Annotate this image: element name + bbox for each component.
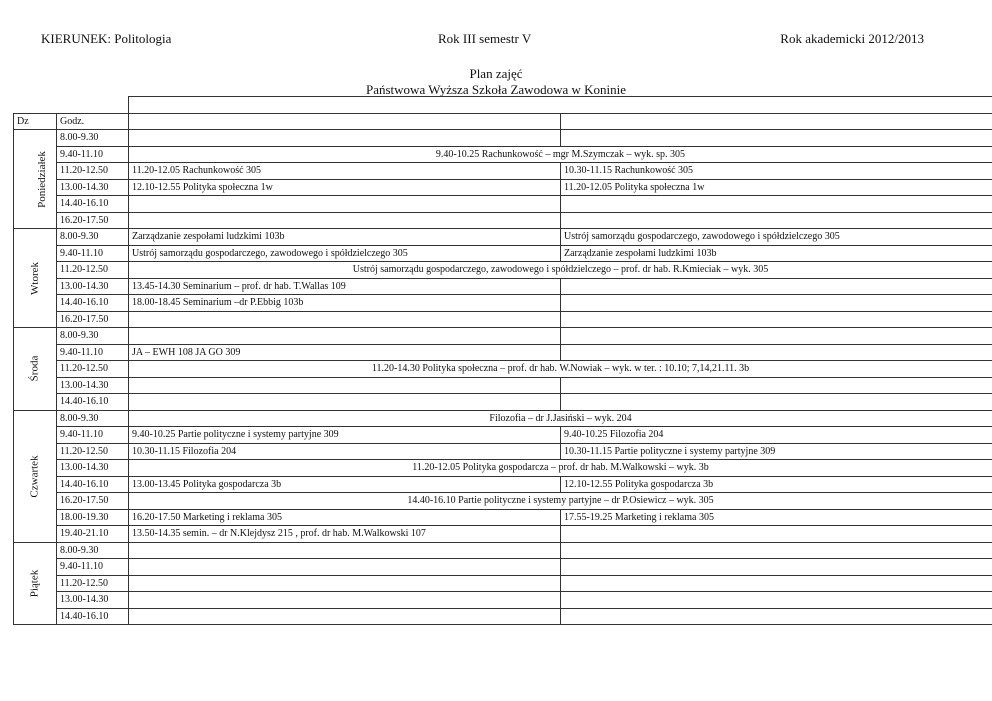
class-entry-group-a: 16.20-17.50 Marketing i reklama 305 [129, 509, 561, 526]
schedule-row [14, 179, 992, 196]
class-entry-group-a: 13.45-14.30 Seminarium – prof. dr hab. T.Wallas 109 [129, 278, 561, 295]
schedule-row [14, 460, 992, 477]
class-entry-group-b [561, 212, 992, 229]
day-label-wed [14, 328, 57, 411]
class-entry-group-a [129, 394, 561, 411]
time-slot: 13.00-14.30 [57, 592, 129, 609]
group-a-header [129, 113, 561, 130]
time-slot: 11.20-12.50 [57, 262, 129, 279]
class-entry-group-a: 11.20-12.05 Rachunkowość 305 [129, 163, 561, 180]
day-column-header: Dz [14, 113, 57, 130]
class-entry-group-b: Zarządzanie zespołami ludzkimi 103b [561, 245, 992, 262]
time-slot: 8.00-9.30 [57, 410, 129, 427]
class-entry-group-b [561, 295, 992, 312]
schedule-row [14, 163, 992, 180]
schedule-row [14, 592, 992, 609]
time-slot: 9.40-11.10 [57, 146, 129, 163]
day-name: Poniedziałek [35, 150, 48, 208]
time-slot: 11.20-12.50 [57, 163, 129, 180]
time-slot: 14.40-16.10 [57, 394, 129, 411]
schedule-row [14, 575, 992, 592]
schedule-row [14, 526, 992, 543]
schedule-row [14, 130, 992, 147]
time-slot: 13.00-14.30 [57, 278, 129, 295]
time-slot: 13.00-14.30 [57, 377, 129, 394]
class-entry-group-a [129, 559, 561, 576]
class-entry-group-b [561, 394, 992, 411]
time-slot: 8.00-9.30 [57, 542, 129, 559]
schedule-row [14, 427, 992, 444]
time-slot: 9.40-11.10 [57, 559, 129, 576]
schedule-row [14, 146, 992, 163]
time-slot: 11.20-12.50 [57, 443, 129, 460]
schedule-row [14, 262, 992, 279]
class-entry-group-a: Zarządzanie zespołami ludzkimi 103b [129, 229, 561, 246]
class-entry-group-a: 10.30-11.15 Filozofia 204 [129, 443, 561, 460]
class-entry-group-a: 12.10-12.55 Polityka społeczna 1w [129, 179, 561, 196]
time-slot: 19.40-21.10 [57, 526, 129, 543]
schedule-row [14, 608, 992, 625]
class-entry-group-b [561, 608, 992, 625]
class-entry-group-a [129, 592, 561, 609]
time-slot: 16.20-17.50 [57, 212, 129, 229]
group-b-header [561, 113, 992, 130]
class-entry-group-a: 18.00-18.45 Seminarium –dr P.Ebbig 103b [129, 295, 561, 312]
schedule-row [14, 344, 992, 361]
day-label-mon [14, 130, 57, 229]
class-entry-group-b: 17.55-19.25 Marketing i reklama 305 [561, 509, 992, 526]
class-entry-group-a [129, 130, 561, 147]
hours-column-header: Godz. [57, 113, 129, 130]
time-slot: 16.20-17.50 [57, 311, 129, 328]
class-entry-group-a: 9.40-10.25 Partie polityczne i systemy partyjne 309 [129, 427, 561, 444]
academic-year: Rok akademicki 2012/2013 [780, 31, 924, 46]
schedule-row [14, 377, 992, 394]
schedule-row [14, 196, 992, 213]
time-slot: 14.40-16.10 [57, 295, 129, 312]
schedule-row [14, 493, 992, 510]
day-name: Środa [28, 355, 41, 382]
class-entry-full: 14.40-16.10 Partie polityczne i systemy partyjne – dr P.Osiewicz – wyk. 305 [129, 493, 992, 510]
class-entry-full: Ustrój samorządu gospodarczego, zawodowego i spółdzielczego – prof. dr hab. R.Kmieciak – wyk. 305 [129, 262, 992, 279]
schedule-row [14, 245, 992, 262]
class-entry-group-b [561, 328, 992, 345]
day-label-tue [14, 229, 57, 328]
time-slot: 9.40-11.10 [57, 427, 129, 444]
class-entry-group-a [129, 311, 561, 328]
schedule-row [14, 361, 992, 378]
schedule-row [14, 295, 992, 312]
class-entry-group-a: Ustrój samorządu gospodarczego, zawodowego i spółdzielczego 305 [129, 245, 561, 262]
time-slot: 13.00-14.30 [57, 460, 129, 477]
day-label-fri [14, 542, 57, 625]
time-slot: 14.40-16.10 [57, 608, 129, 625]
class-entry-full: Filozofia – dr J.Jasiński – wyk. 204 [129, 410, 992, 427]
class-entry-group-b [561, 559, 992, 576]
class-entry-group-a [129, 328, 561, 345]
table-spacer-row [14, 97, 992, 114]
blank-cell [57, 97, 129, 114]
class-entry-group-b [561, 542, 992, 559]
class-entry-group-b: 10.30-11.15 Partie polityczne i systemy partyjne 309 [561, 443, 992, 460]
class-entry-group-a [129, 196, 561, 213]
class-entry-group-a [129, 575, 561, 592]
class-entry-full: 11.20-14.30 Polityka społeczna – prof. dr hab. W.Nowiak – wyk. w ter. : 10.10; 7,14,21.11. 3b [129, 361, 992, 378]
time-slot: 8.00-9.30 [57, 130, 129, 147]
class-entry-group-a: 13.50-14.35 semin. – dr N.Klejdysz 215 , prof. dr hab. M.Walkowski 107 [129, 526, 561, 543]
schedule-row [14, 394, 992, 411]
document-title: Plan zajęć [469, 66, 523, 81]
class-entry-group-a: JA – EWH 108 JA GO 309 [129, 344, 561, 361]
class-entry-group-b: Ustrój samorządu gospodarczego, zawodowego i spółdzielczego 305 [561, 229, 992, 246]
blank-cell [129, 97, 992, 114]
class-entry-group-b [561, 196, 992, 213]
day-name: Czwartek [28, 454, 41, 498]
class-entry-group-b: 10.30-11.15 Rachunkowość 305 [561, 163, 992, 180]
time-slot: 18.00-19.30 [57, 509, 129, 526]
class-entry-group-b [561, 278, 992, 295]
schedule-row [14, 476, 992, 493]
class-entry-group-a: 13.00-13.45 Polityka gospodarcza 3b [129, 476, 561, 493]
table-header-row [14, 113, 992, 130]
schedule-row [14, 509, 992, 526]
schedule-row [14, 311, 992, 328]
field-of-study: KIERUNEK: Politologia [41, 31, 172, 46]
class-entry-group-b: 11.20-12.05 Polityka społeczna 1w [561, 179, 992, 196]
day-name: Wtorek [28, 261, 41, 295]
class-entry-group-b: 12.10-12.55 Polityka gospodarcza 3b [561, 476, 992, 493]
time-slot: 9.40-11.10 [57, 245, 129, 262]
schedule-row [14, 410, 992, 427]
blank-cell [14, 97, 57, 114]
class-entry-group-b [561, 575, 992, 592]
schedule-row [14, 229, 992, 246]
time-slot: 14.40-16.10 [57, 476, 129, 493]
day-name: Piątek [28, 569, 41, 597]
time-slot: 11.20-12.50 [57, 361, 129, 378]
class-entry-group-a [129, 608, 561, 625]
class-entry-group-a [129, 377, 561, 394]
class-entry-group-b [561, 130, 992, 147]
time-slot: 16.20-17.50 [57, 493, 129, 510]
class-entry-group-b [561, 311, 992, 328]
year-semester: Rok III semestr V [438, 31, 532, 46]
schedule-row [14, 212, 992, 229]
class-entry-group-b [561, 377, 992, 394]
schedule-row [14, 328, 992, 345]
schedule-table [13, 96, 992, 625]
day-label-thu [14, 410, 57, 542]
school-name: Państwowa Wyższa Szkoła Zawodowa w Koninie [366, 82, 626, 97]
schedule-row [14, 559, 992, 576]
time-slot: 8.00-9.30 [57, 328, 129, 345]
class-entry-group-a [129, 542, 561, 559]
class-entry-full: 9.40-10.25 Rachunkowość – mgr M.Szymczak – wyk. sp. 305 [129, 146, 992, 163]
time-slot: 8.00-9.30 [57, 229, 129, 246]
class-entry-group-b [561, 526, 992, 543]
schedule-row [14, 542, 992, 559]
time-slot: 13.00-14.30 [57, 179, 129, 196]
class-entry-full: 11.20-12.05 Polityka gospodarcza – prof. dr hab. M.Walkowski – wyk. 3b [129, 460, 992, 477]
schedule-row [14, 278, 992, 295]
time-slot: 11.20-12.50 [57, 575, 129, 592]
time-slot: 14.40-16.10 [57, 196, 129, 213]
class-entry-group-b [561, 592, 992, 609]
class-entry-group-a [129, 212, 561, 229]
class-entry-group-b [561, 344, 992, 361]
class-entry-group-b: 9.40-10.25 Filozofia 204 [561, 427, 992, 444]
time-slot: 9.40-11.10 [57, 344, 129, 361]
schedule-row [14, 443, 992, 460]
